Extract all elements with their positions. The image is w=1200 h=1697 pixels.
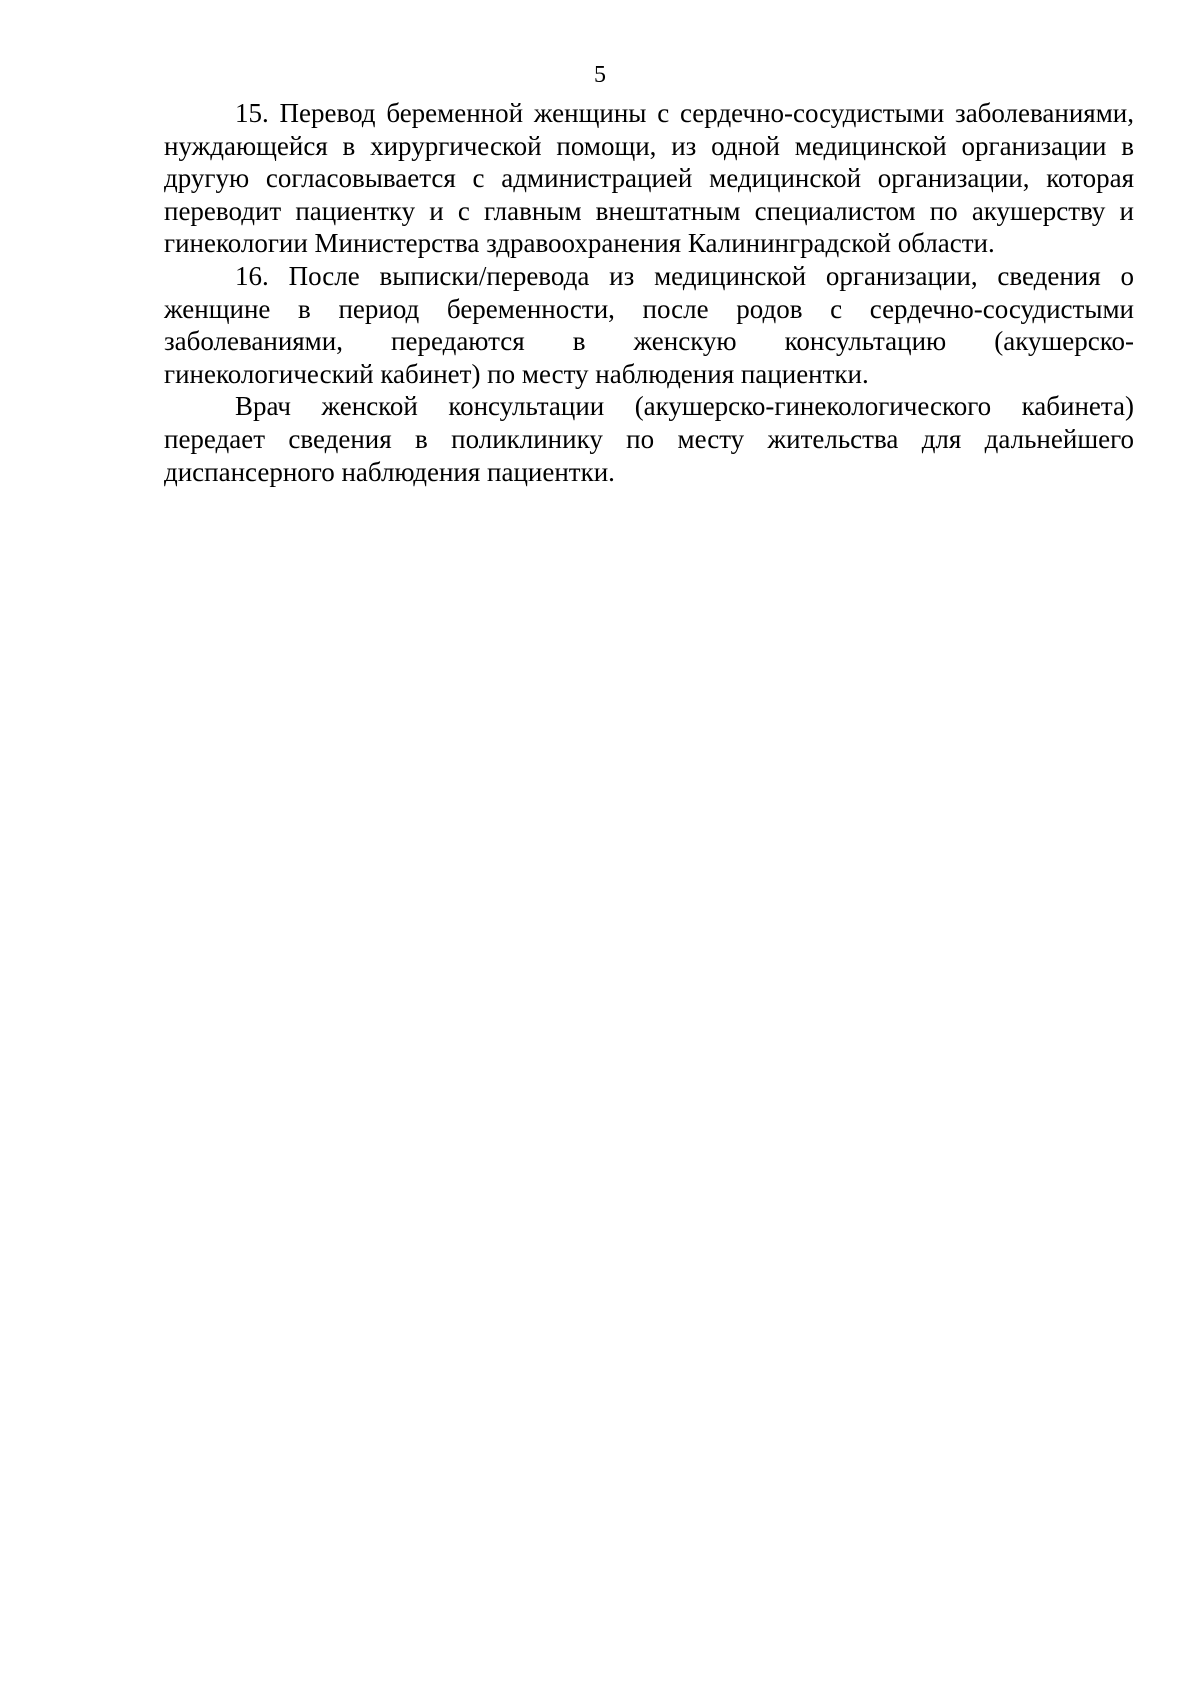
paragraph-15: 15. Перевод беременной женщины с сердечно-сосудистыми заболеваниями, нуждающейся в хирургической помощи, из одной медицинской организации в другую согласовывается с администрацией медицинской организации, которая переводит пациентку и с главным внештатным специалистом по акушерству и гинекологии Министерства здравоохранения Калининградской области. — [164, 98, 1134, 259]
paragraph-doctor-transfer: Врач женской консультации (акушерско-гинекологического кабинета) передает сведения в поликлинику по месту жительства для дальнейшего диспансерного наблюдения пациентки. — [164, 391, 1134, 487]
page-number: 5 — [594, 62, 606, 88]
paragraph-16: 16. После выписки/перевода из медицинской организации, сведения о женщине в период беременности, после родов с сердечно-сосудистыми заболеваниями, передаются в женскую консультацию (акушерско-гинекологический кабинет) по месту наблюдения пациентки. — [164, 260, 1134, 389]
document-body — [164, 97, 1134, 488]
